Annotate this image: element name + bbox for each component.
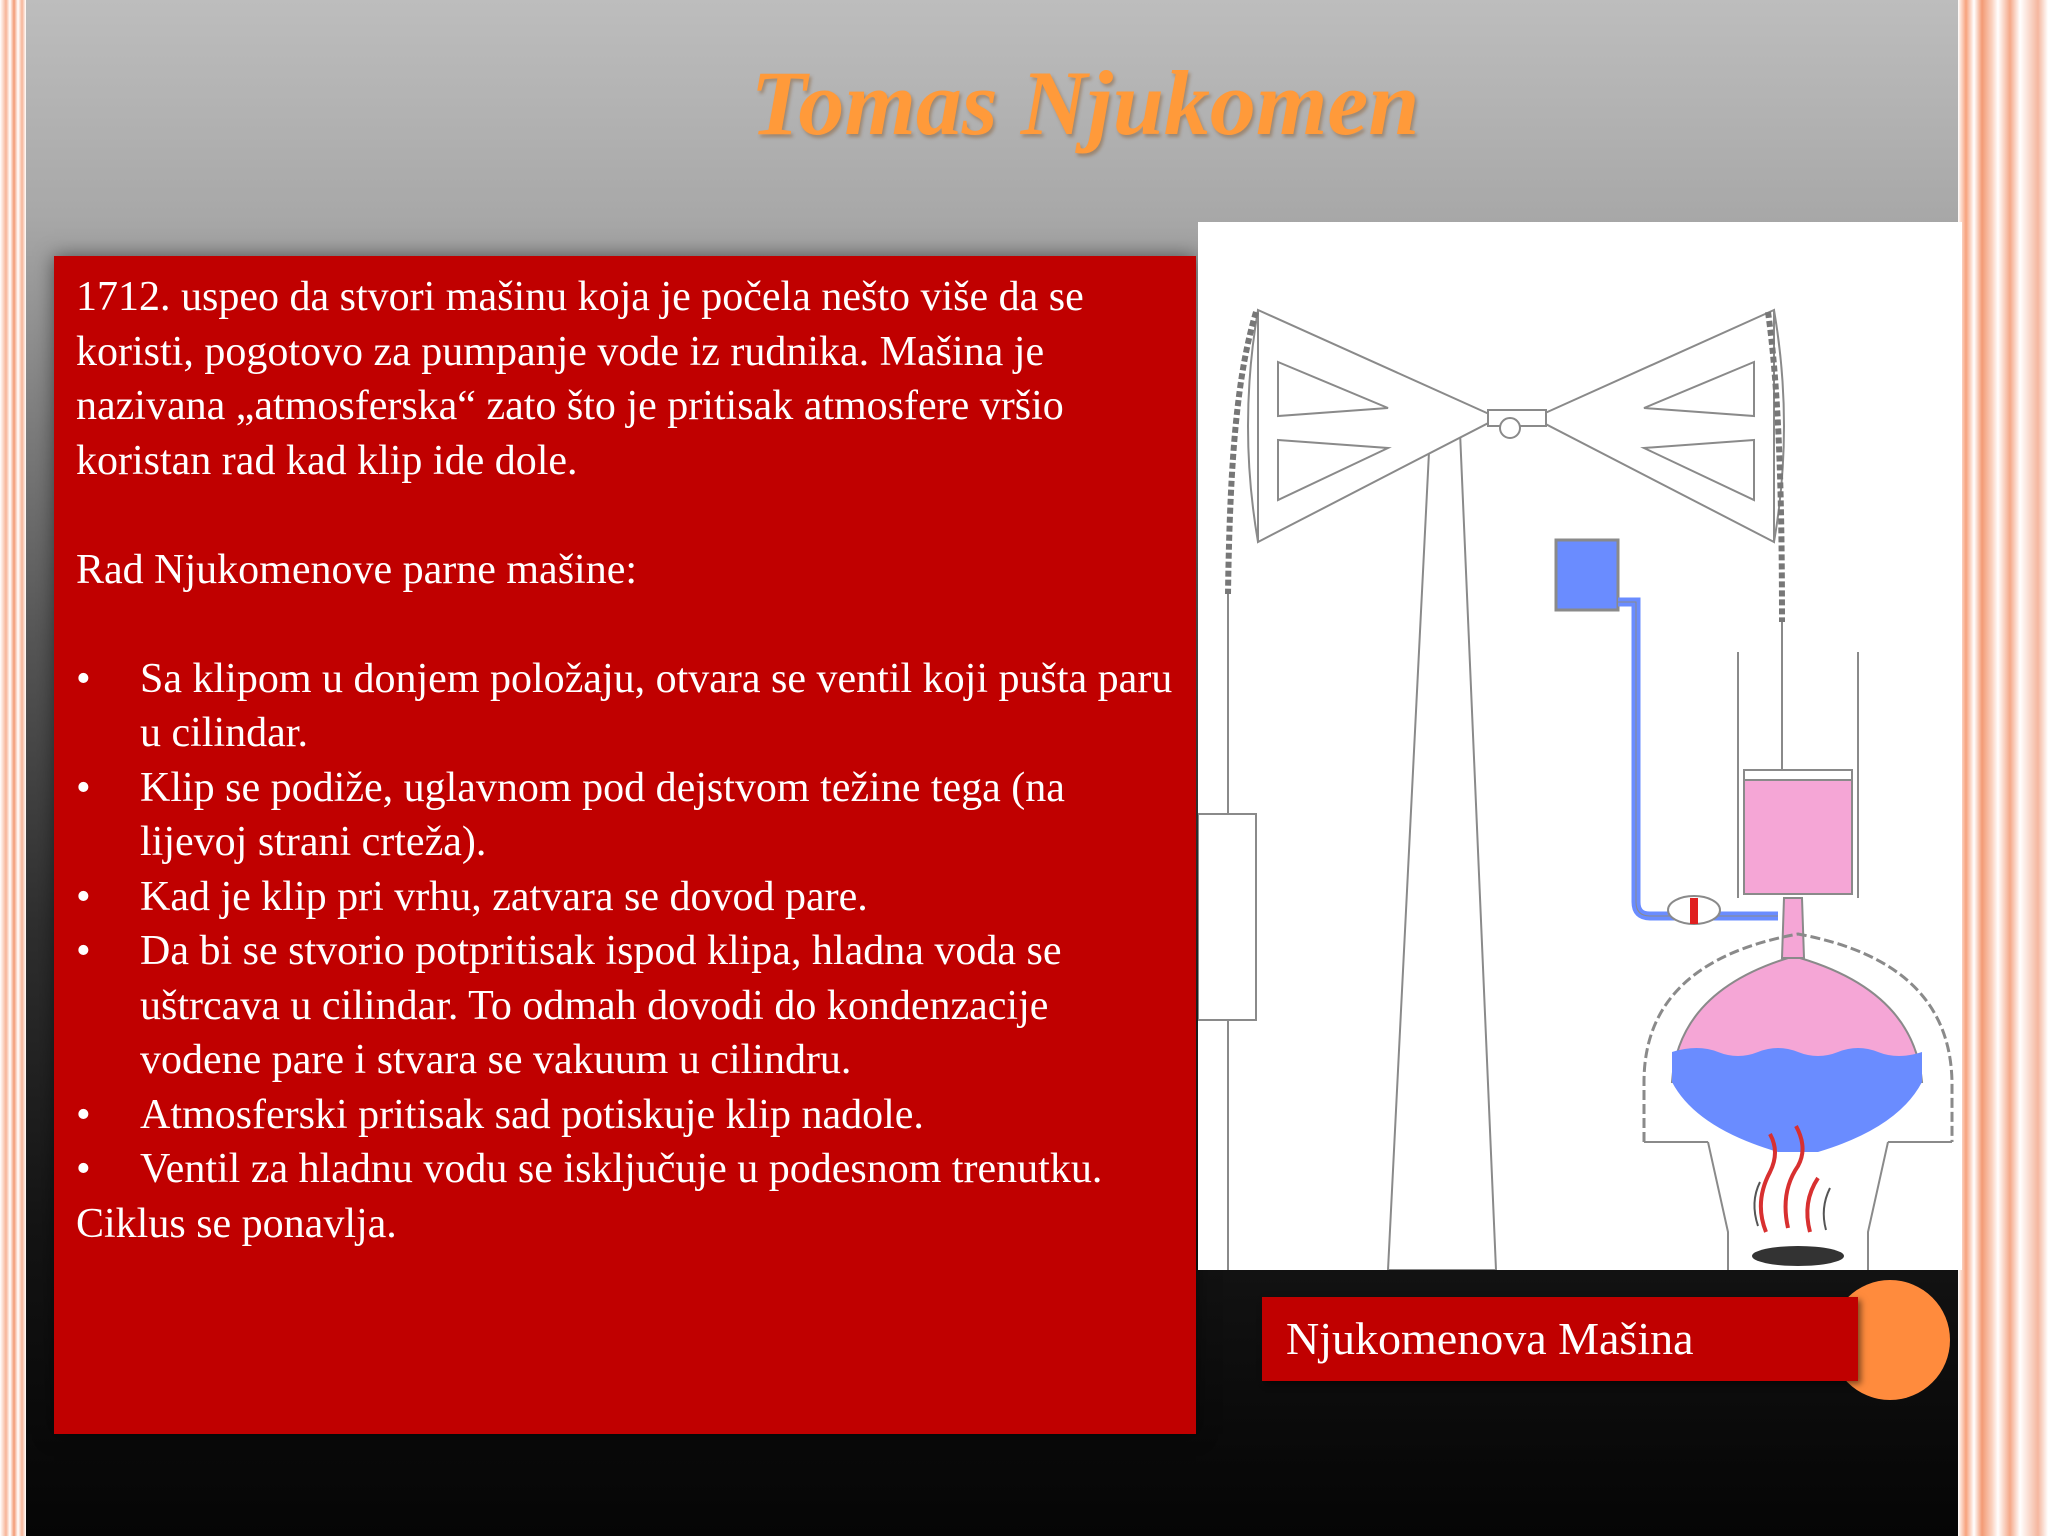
list-item [76, 870, 1174, 925]
bullet-text: Kad je klip pri vrhu, zatvara se dovod pare. [140, 873, 868, 920]
closing-line: Ciklus se ponavlja. [76, 1200, 397, 1247]
list-item [76, 924, 1174, 1088]
bullet-symbol: • [76, 655, 91, 702]
bullet-list [76, 652, 1174, 1197]
bullet-text: Ventil za hladnu vodu se isključuje u podesnom trenutku. [140, 1146, 1103, 1192]
list-item [76, 761, 1174, 870]
bullet-symbol: • [76, 764, 91, 811]
bullet-text: Sa klipom u donjem položaju, otvara se ventil koji pušta paru u cilindar. [140, 655, 1173, 756]
subheading: Rad Njukomenove parne mašine: [76, 546, 638, 593]
bullet-text: Klip se podiže, uglavnom pod dejstvom težine tega (na lijevoj strani crteža). [140, 764, 1065, 865]
bullet-symbol: • [76, 1091, 91, 1138]
list-item [76, 652, 1174, 761]
list-item [76, 1088, 1174, 1143]
bullet-text: Atmosferski pritisak sad potiskuje klip nadole. [140, 1091, 924, 1138]
intro-paragraph: 1712. uspeo da stvori mašinu koja je počela nešto više da se koristi, pogotovo za pumpanje vode iz rudnika. Mašina je nazivana „atmosferska“ zato što je pritisak atmosfere vršio koristan rad kad klip ide dole. [76, 274, 1084, 484]
bullet-symbol: • [76, 928, 91, 974]
bullet-symbol: • [76, 873, 91, 920]
decorative-border-right [1958, 0, 2048, 1536]
content-text-box [54, 256, 1196, 1434]
list-item [76, 1142, 1174, 1197]
engine-drawing [1198, 222, 1962, 1270]
bullet-symbol: • [76, 1146, 91, 1192]
figure-caption: Njukomenova Mašina [1262, 1297, 1858, 1381]
slide-title: Tomas Njukomen [750, 52, 1420, 154]
decorative-border-left [0, 0, 26, 1536]
bullet-text: Da bi se stvorio potpritisak ispod klipa, hladna voda se uštrcava u cilindar. To odmah dovodi do kondenzacije vodene pare i stvara se vakuum u cilindru. [140, 928, 1062, 1083]
newcomen-engine-illustration [1198, 222, 1962, 1270]
